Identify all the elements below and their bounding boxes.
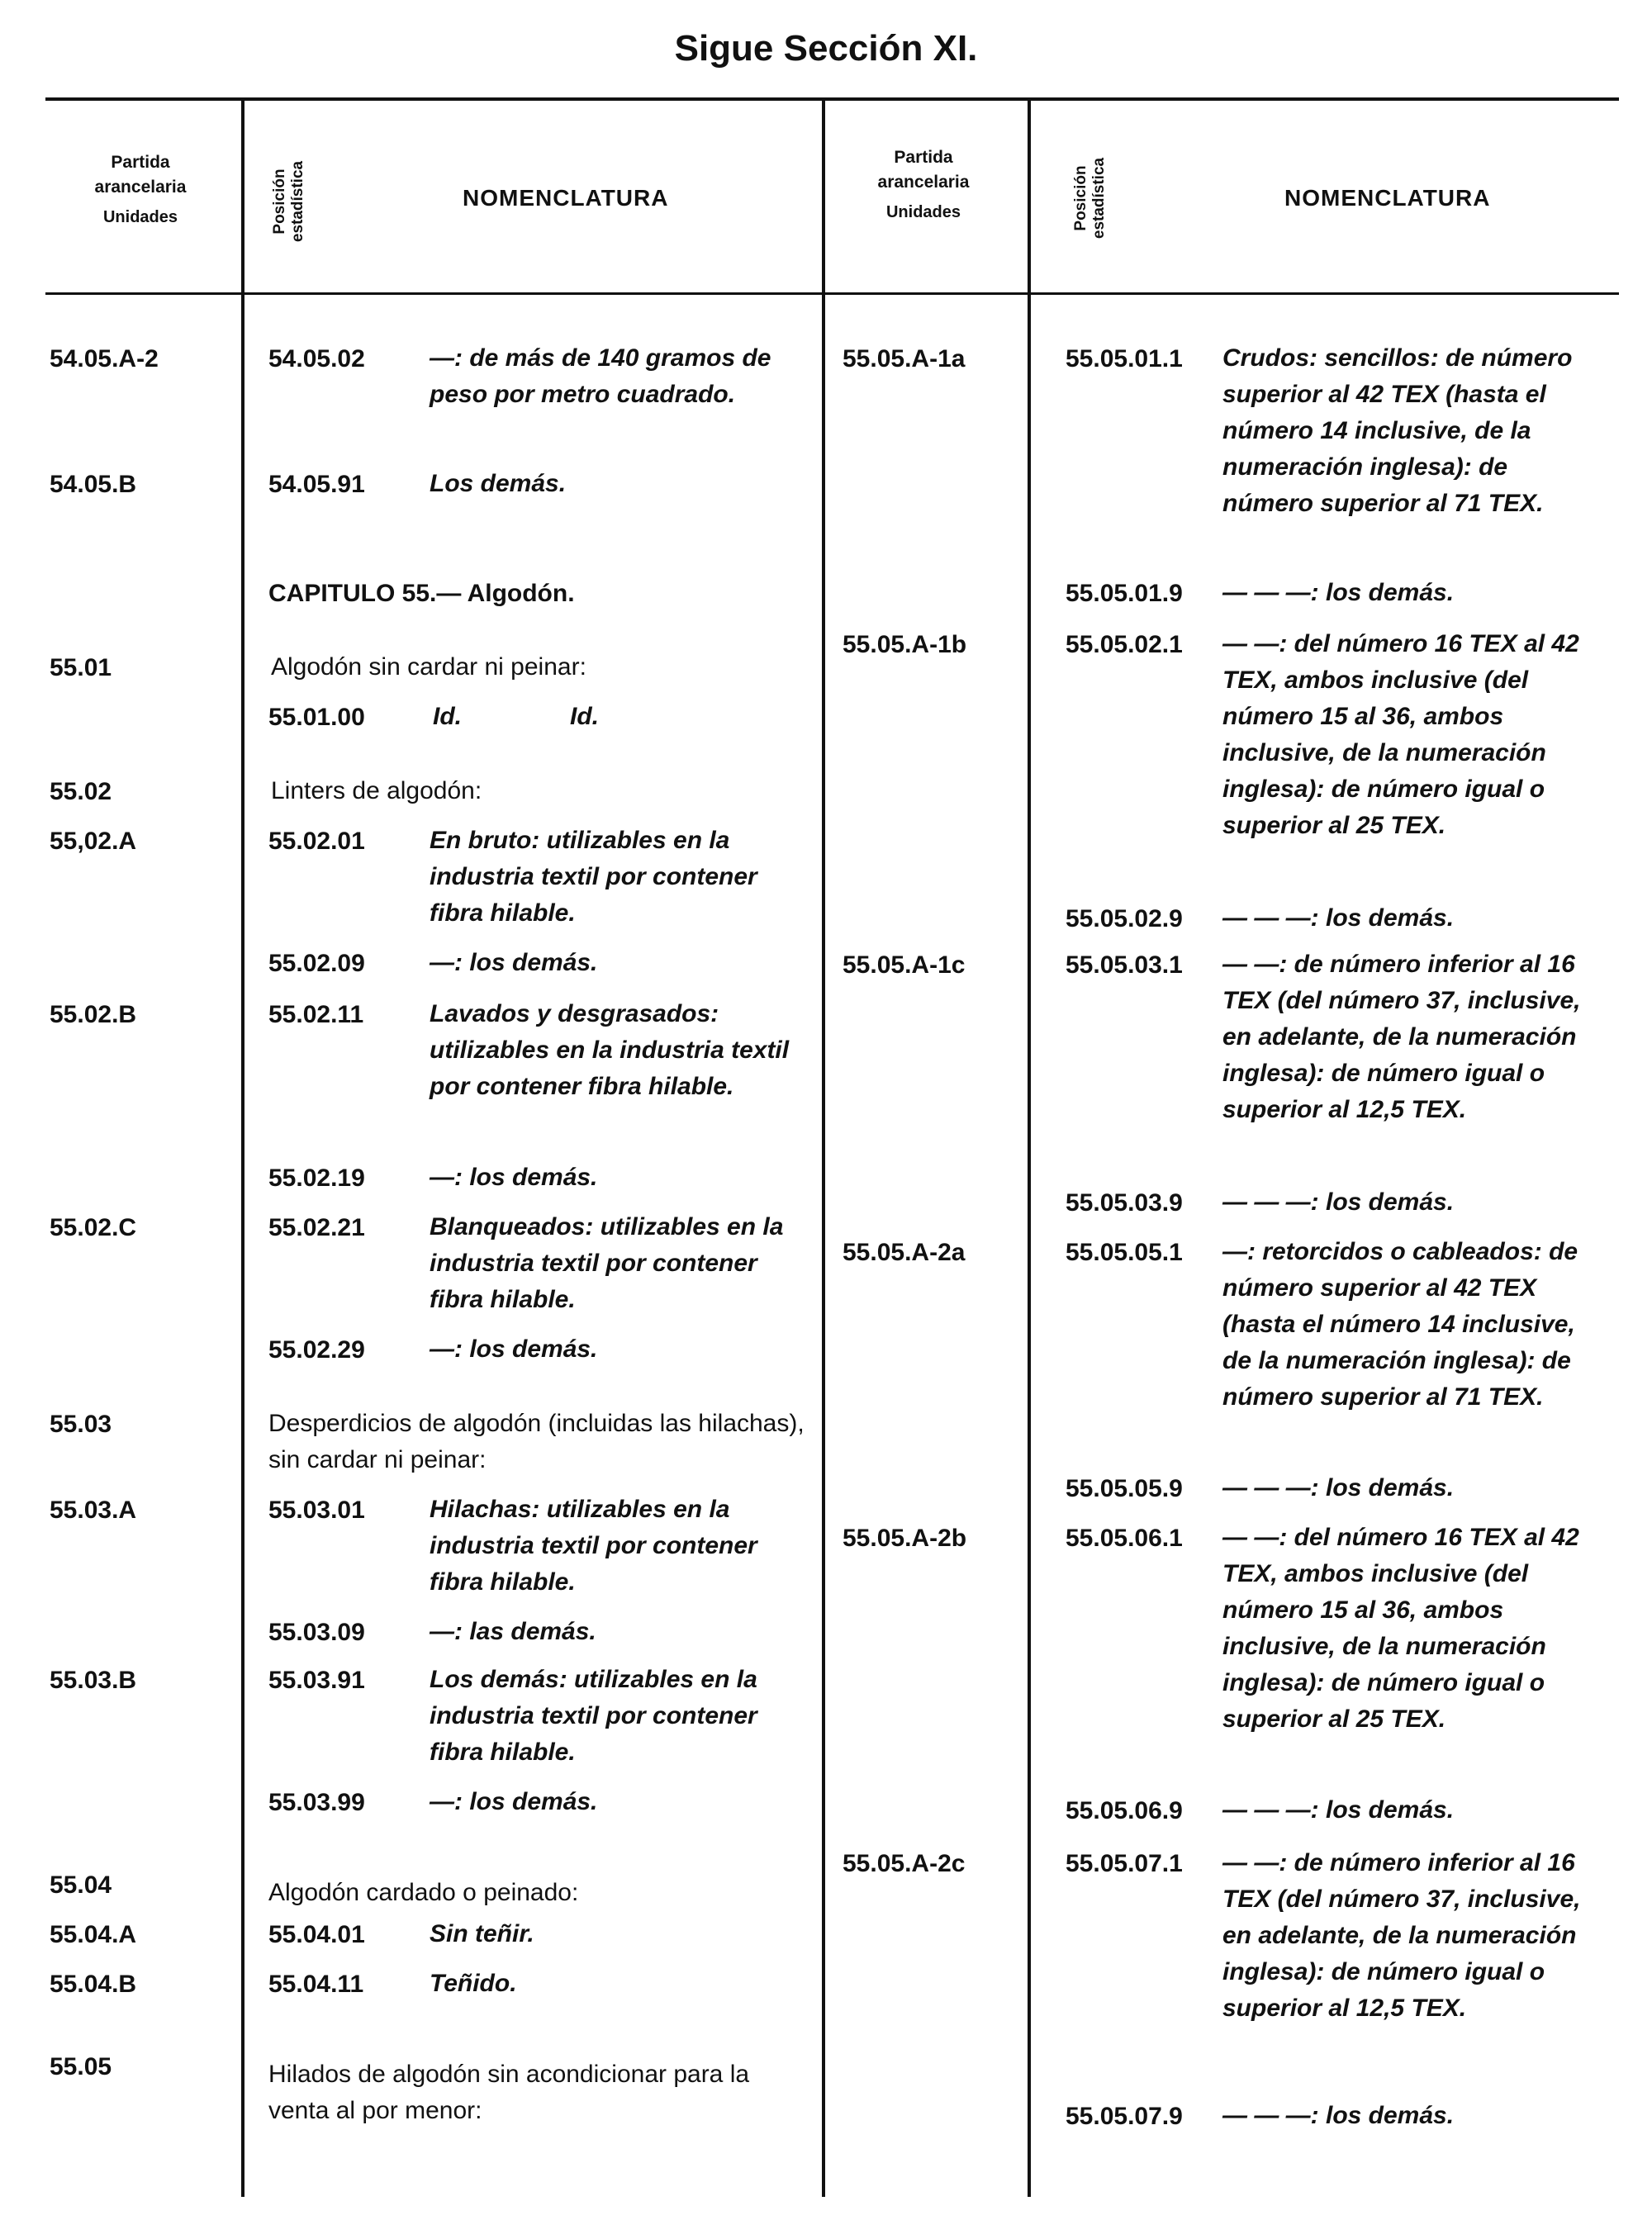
statistical-position: 55.04.01 (268, 1921, 365, 1948)
nomenclature-text: — —: del número 16 TEX al 42 TEX, ambos inclusive (del número 15 al 36, ambos inclusive, de la numeración inglesa): de número igual o superior al 25 TEX. (1222, 1524, 1579, 1733)
statistical-position: 55.03.91 (268, 1667, 365, 1694)
tariff-code: 55.02 (50, 778, 112, 805)
header-posicion-line2: estadística (1090, 157, 1108, 240)
page-title: Sigue Sección XI. (674, 28, 978, 69)
nomenclature-text: —: los demás. (430, 1788, 598, 1815)
nomenclature-text: —: retorcidos o cableados: de número superior al 42 TEX (hasta el número 14 inclusive, de la numeración inglesa): de número superior al 71 TEX. (1222, 1238, 1578, 1411)
nomenclature-text: Lavados y desgrasados: utilizables en la industria textil por contener fibra hilable. (430, 1000, 790, 1100)
tariff-code: 55.05.A-2a (843, 1239, 966, 1266)
nomenclature-text: — — —: los demás. (1222, 904, 1455, 932)
nomenclature-text: — — —: los demás. (1222, 1474, 1455, 1501)
table-top-rule (45, 97, 1619, 101)
nomenclature-text: — — —: los demás. (1222, 1188, 1455, 1216)
statistical-position: 55.02.11 (268, 1001, 364, 1028)
tariff-code: 55.03 (50, 1411, 112, 1438)
tariff-code: 54.05.A-2 (50, 345, 159, 372)
tariff-code: 55.03.A (50, 1497, 137, 1524)
header-partida-line1: Partida (111, 153, 170, 172)
header-nomenclatura-left: NOMENCLATURA (463, 185, 669, 211)
tariff-code: 55.05.A-1c (843, 951, 966, 979)
nomenclature-text: — — —: los demás. (1222, 1796, 1455, 1824)
nomenclature-text: Desperdicios de algodón (incluidas las hilachas), sin cardar ni peinar: (268, 1410, 805, 1473)
tariff-code: 54.05.B (50, 471, 137, 498)
nomenclature-text: Algodón cardado o peinado: (268, 1879, 579, 1906)
header-posicion-right (1072, 132, 1108, 264)
nomenclature-text: Crudos: sencillos: de número superior al 42 TEX (hasta el número 14 inclusive, de la numeración inglesa): de número superior al 71 TEX. (1222, 344, 1573, 517)
nomenclature-text: Los demás: utilizables en la industria textil por contener fibra hilable. (430, 1666, 757, 1766)
nomenclature-text: — — —: los demás. (1222, 2102, 1455, 2129)
nomenclature-text: En bruto: utilizables en la industria textil por contener fibra hilable. (430, 827, 757, 927)
tariff-code: 55.05.A-2b (843, 1525, 967, 1552)
header-posicion-line2: estadística (289, 160, 306, 243)
tariff-code: 55.05.A-2c (843, 1850, 966, 1877)
nomenclature-text: —: los demás. (430, 949, 598, 976)
statistical-position: 54.05.02 (268, 345, 365, 372)
statistical-position: 55.03.99 (268, 1789, 365, 1816)
nomenclature-text: Blanqueados: utilizables en la industria textil por contener fibra hilable. (430, 1213, 784, 1313)
statistical-position: 55.04.11 (268, 1971, 364, 1998)
header-partida-line3: Unidades (102, 208, 178, 226)
statistical-position: 55.05.06.9 (1066, 1797, 1183, 1824)
statistical-position: 54.05.91 (268, 471, 365, 498)
tariff-code: 55.02.C (50, 1214, 137, 1241)
statistical-position: 55.05.06.1 (1066, 1525, 1183, 1552)
nomenclature-text: Hilados de algodón sin acondicionar para la venta al por menor: (268, 2061, 750, 2124)
nomenclature-text: —: los demás. (430, 1164, 598, 1191)
nomenclature-text: Sin teñir. (430, 1920, 534, 1947)
nomenclature-text: — —: de número inferior al 16 TEX (del número 37, inclusive, en adelante, de la numeración inglesa): de número igual o superior al 12,5 TEX. (1222, 951, 1581, 1123)
statistical-position: 55.05.07.9 (1066, 2103, 1183, 2130)
column-divider-3 (1028, 99, 1031, 2197)
statistical-position: 55.03.09 (268, 1619, 365, 1646)
header-nomenclatura-right: NOMENCLATURA (1284, 185, 1491, 211)
nomenclature-text: Hilachas: utilizables en la industria textil por contener fibra hilable. (430, 1496, 757, 1596)
tariff-code: 55.05 (50, 2053, 112, 2080)
statistical-position: 55.05.03.1 (1066, 951, 1183, 979)
statistical-position: 55.03.01 (268, 1497, 365, 1524)
tariff-code: 55.04 (50, 1871, 112, 1899)
statistical-position: 55.05.02.1 (1066, 631, 1183, 658)
tariff-code: 55.03.B (50, 1667, 137, 1694)
tariff-code: 55.02.B (50, 1001, 137, 1028)
tariff-code: 55.05.A-1b (843, 631, 967, 658)
statistical-position: 55.05.01.1 (1066, 345, 1183, 372)
nomenclature-text: Los demás. (430, 470, 567, 497)
nomenclature-text: Id. (570, 703, 599, 730)
nomenclature-text: Algodón sin cardar ni peinar: (271, 653, 586, 681)
statistical-position: 55.02.09 (268, 950, 365, 977)
header-bottom-rule (45, 292, 1619, 295)
nomenclature-text: Linters de algodón: (271, 777, 482, 804)
statistical-position: 55.05.05.9 (1066, 1475, 1183, 1502)
statistical-position: 55.02.21 (268, 1214, 365, 1241)
header-partida-left (58, 150, 223, 230)
header-posicion-line1: Posición (1072, 165, 1089, 231)
statistical-position: 55.02.29 (268, 1336, 365, 1364)
statistical-position: 55.02.19 (268, 1165, 365, 1192)
nomenclature-text: Id. (433, 703, 462, 730)
nomenclature-text: — — —: los demás. (1222, 579, 1455, 606)
column-divider-1 (241, 99, 244, 2197)
statistical-position: 55.02.01 (268, 828, 365, 855)
header-posicion-line1: Posición (271, 168, 288, 235)
statistical-position: 55.05.01.9 (1066, 580, 1183, 607)
nomenclature-text: — —: del número 16 TEX al 42 TEX, ambos inclusive (del número 15 al 36, ambos inclusive, de la numeración inglesa): de número igual o superior al 25 TEX. (1222, 630, 1579, 839)
nomenclature-text: —: las demás. (430, 1618, 596, 1645)
statistical-position: 55.05.07.1 (1066, 1850, 1183, 1877)
statistical-position: 55.01.00 (268, 704, 365, 731)
tariff-code: 55,02.A (50, 828, 137, 855)
tariff-code: 55.04.B (50, 1971, 137, 1998)
header-partida-right (841, 145, 1006, 225)
tariff-code: 55.04.A (50, 1921, 137, 1948)
header-partida-line1: Partida (894, 148, 953, 167)
header-partida-line2: arancelaria (877, 173, 970, 192)
statistical-position: 55.05.02.9 (1066, 905, 1183, 932)
tariff-code: 55.05.A-1a (843, 345, 966, 372)
nomenclature-text: — —: de número inferior al 16 TEX (del número 37, inclusive, en adelante, de la numeración inglesa): de número igual o superior al 12,5 TEX. (1222, 1849, 1581, 2022)
header-posicion-left (271, 135, 307, 268)
nomenclature-text: —: los demás. (430, 1335, 598, 1363)
statistical-position: 55.05.05.1 (1066, 1239, 1183, 1266)
nomenclature-text: —: de más de 140 gramos de peso por metro cuadrado. (430, 344, 771, 408)
header-partida-line3: Unidades (885, 203, 961, 221)
nomenclature-text: Teñido. (430, 1970, 517, 1997)
tariff-code: 55.01 (50, 654, 112, 681)
statistical-position: 55.05.03.9 (1066, 1189, 1183, 1217)
column-divider-2 (822, 99, 825, 2197)
header-partida-line2: arancelaria (94, 178, 187, 197)
chapter-heading: CAPITULO 55.— Algodón. (268, 580, 575, 607)
